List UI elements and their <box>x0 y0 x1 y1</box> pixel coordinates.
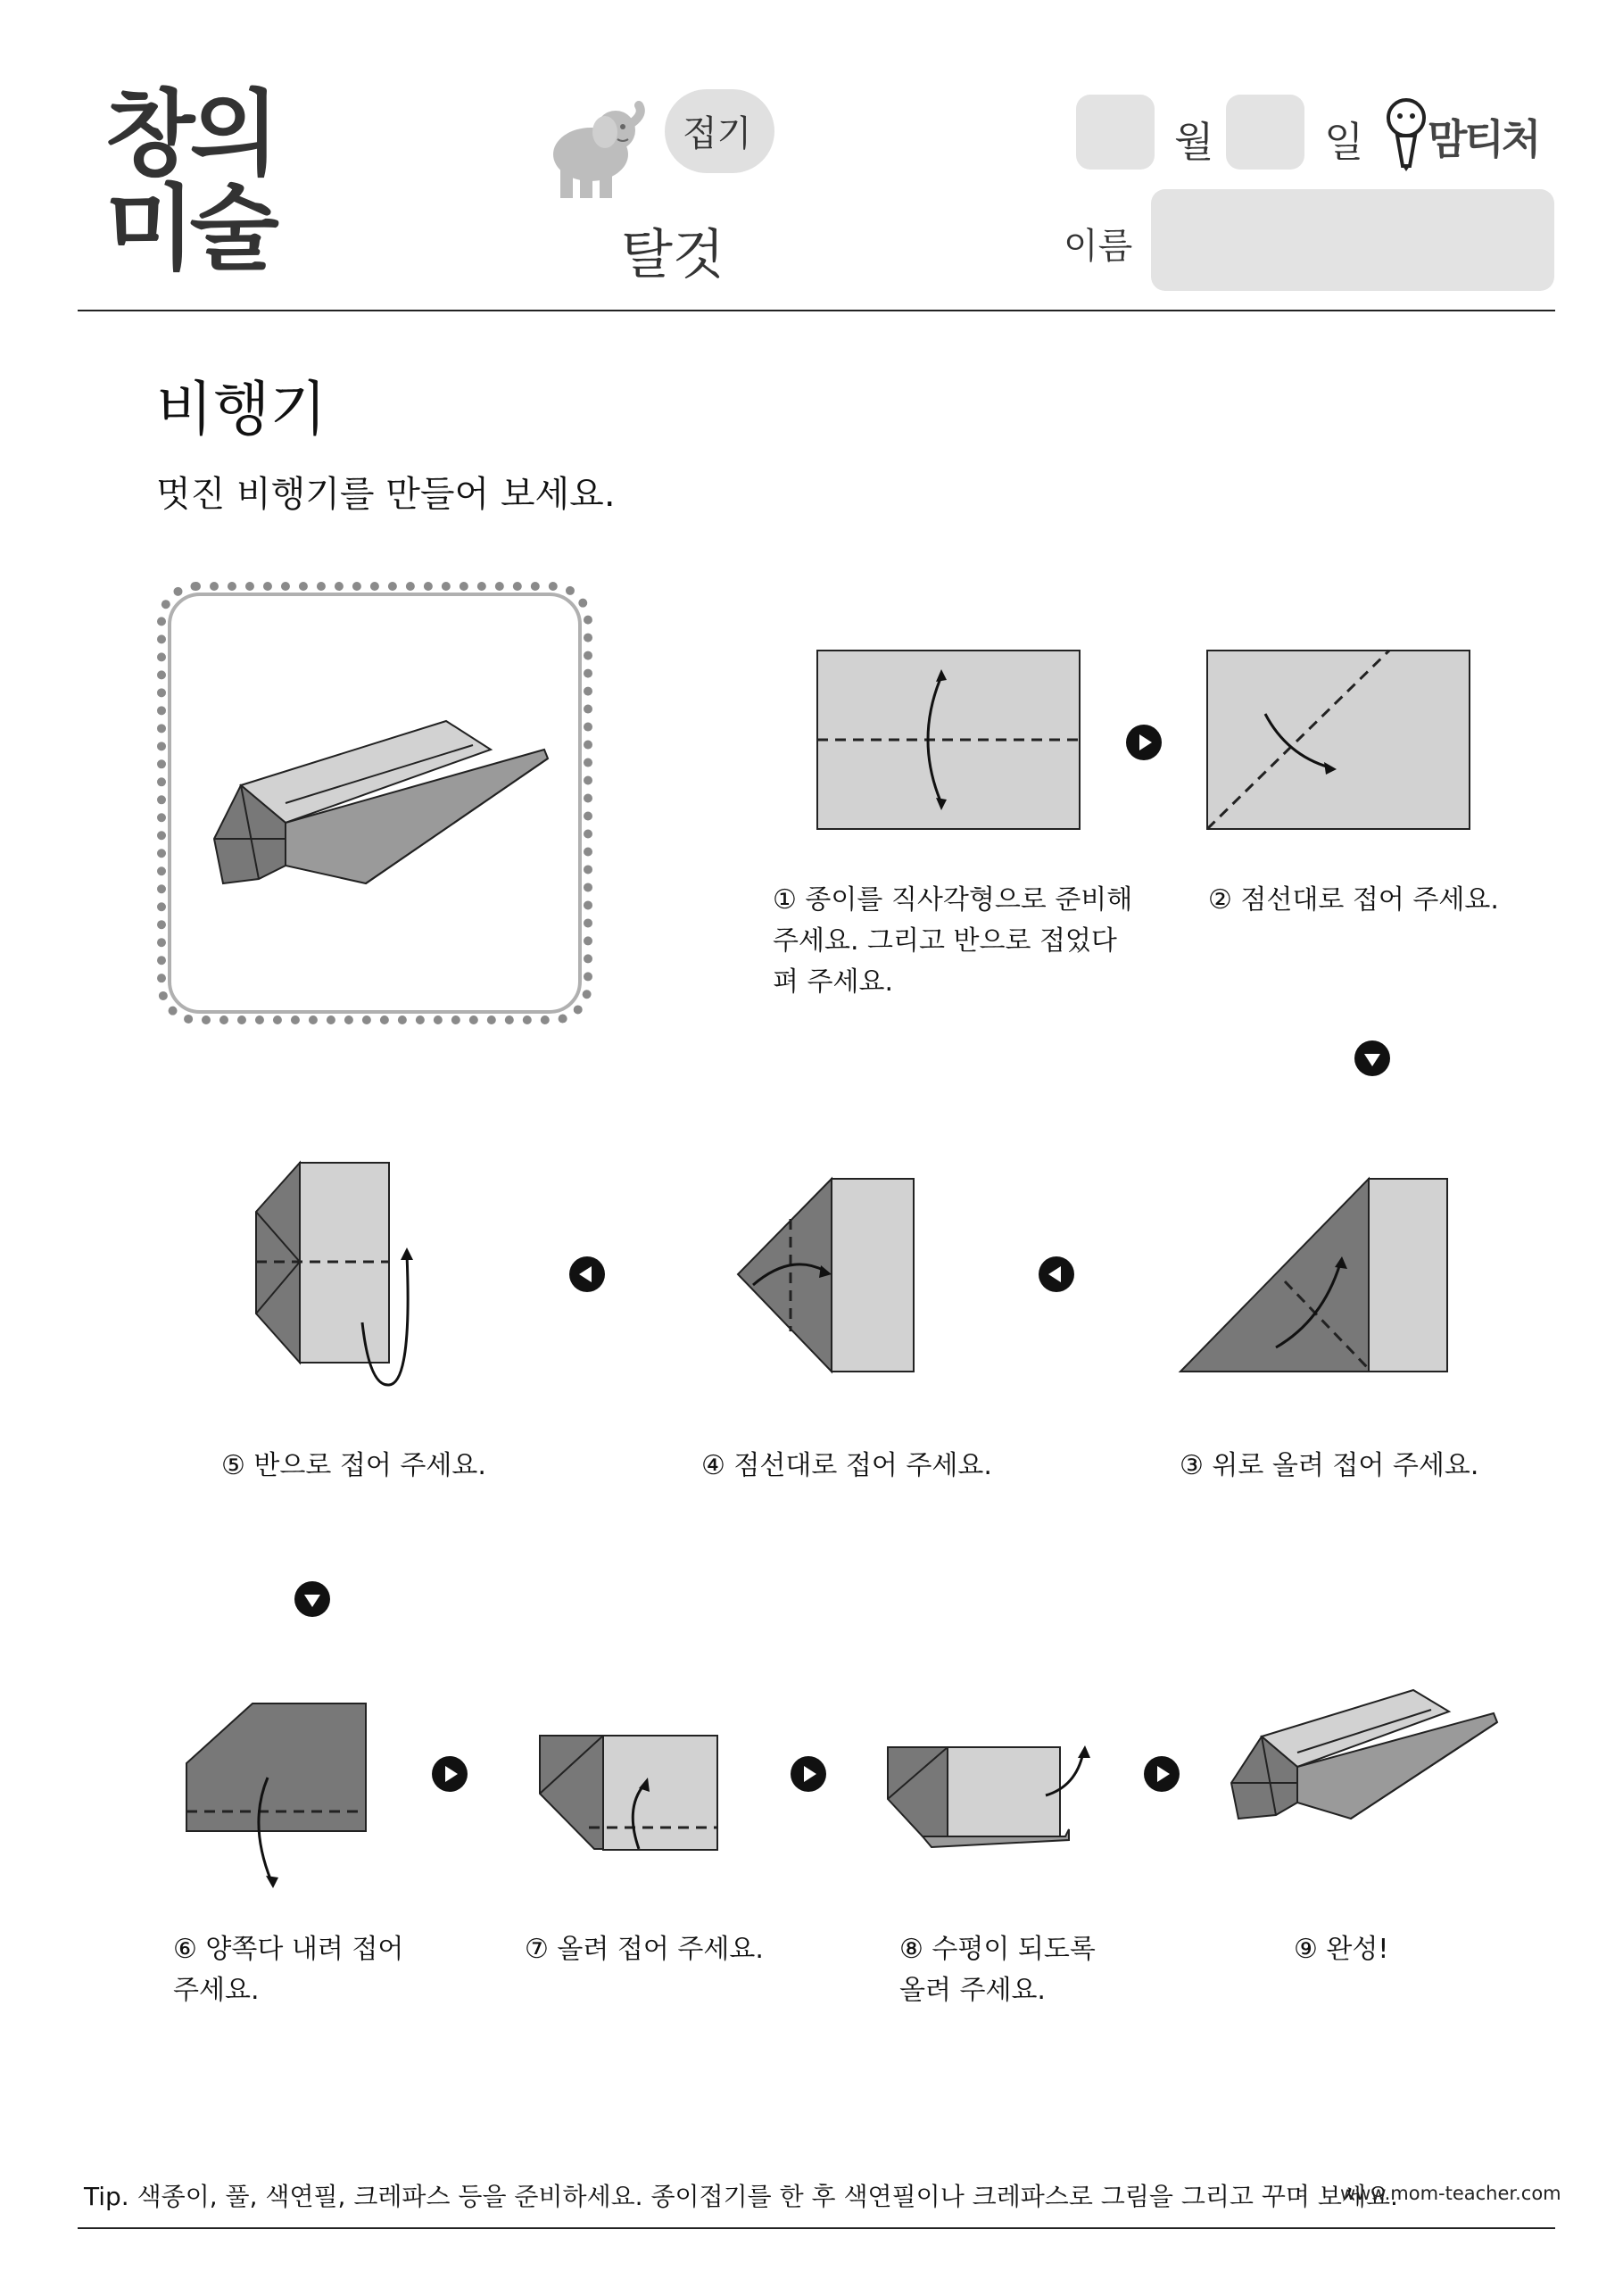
step-1-illustration <box>816 650 1081 830</box>
play-down-icon <box>294 1581 330 1617</box>
category-badge-label: 접기 <box>683 113 752 154</box>
step-6-caption: ⑥ 양쪽다 내려 접어 주세요. <box>173 1934 404 2006</box>
series-logo-line-2: 미술 <box>105 174 274 283</box>
header-divider <box>78 310 1555 311</box>
step-6-illustration <box>186 1703 368 1894</box>
step-4-illustration <box>737 1178 915 1372</box>
airplane-finished-illustration <box>205 723 562 892</box>
brand-logo: 맘티처 <box>1428 115 1539 163</box>
step-5-caption: ⑤ 반으로 접어 주세요. <box>221 1450 486 1481</box>
play-right-icon <box>791 1756 826 1792</box>
name-input[interactable] <box>1151 189 1554 291</box>
play-right-icon <box>432 1756 468 1792</box>
step-2-illustration <box>1206 650 1470 830</box>
series-logo-line-1: 창의 <box>105 79 274 188</box>
series-logo <box>105 79 274 283</box>
step-9-caption: ⑨ 완성! <box>1294 1934 1389 1965</box>
step-8-illustration <box>887 1737 1101 1851</box>
month-input[interactable] <box>1076 95 1155 170</box>
step-2-caption: ② 점선대로 접어 주세요. <box>1208 884 1499 916</box>
step-1-caption: ① 종이를 직사각형으로 준비해 주세요. 그리고 반으로 접었다 펴 주세요. <box>773 884 1133 998</box>
footer-tip: Tip. 색종이, 풀, 색연필, 크레파스 등을 준비하세요. 종이접기를 한 후 색연필이나 크레파스로 그림을 그리고 꾸며 보세요. <box>84 2182 1398 2211</box>
footer-divider <box>78 2227 1555 2229</box>
month-label: 월 <box>1174 118 1214 166</box>
step-3-illustration <box>1180 1178 1449 1372</box>
step-5-illustration <box>255 1162 416 1388</box>
step-9-illustration <box>1226 1694 1504 1828</box>
topic-title: 탈것 <box>621 224 725 286</box>
page-title: 비행기 <box>156 375 327 443</box>
play-left-icon <box>1039 1256 1074 1292</box>
pencil-character-icon <box>1385 96 1429 171</box>
play-right-icon <box>1144 1756 1180 1792</box>
day-input[interactable] <box>1226 95 1304 170</box>
play-down-icon <box>1354 1040 1390 1076</box>
step-3-caption: ③ 위로 올려 접어 주세요. <box>1180 1450 1479 1481</box>
elephant-icon <box>546 105 646 200</box>
day-label: 일 <box>1324 118 1364 166</box>
play-right-icon <box>1126 725 1162 760</box>
step-7-illustration <box>539 1735 719 1853</box>
name-label: 이름 <box>1064 226 1133 267</box>
step-4-caption: ④ 점선대로 접어 주세요. <box>701 1450 992 1481</box>
footer-url: www.mom-teacher.com <box>1340 2183 1561 2204</box>
step-8-caption: ⑧ 수평이 되도록 올려 주세요. <box>899 1934 1096 2006</box>
page-subtitle: 멋진 비행기를 만들어 보세요. <box>156 474 616 515</box>
play-left-icon <box>569 1256 605 1292</box>
step-7-caption: ⑦ 올려 접어 주세요. <box>525 1934 764 1965</box>
